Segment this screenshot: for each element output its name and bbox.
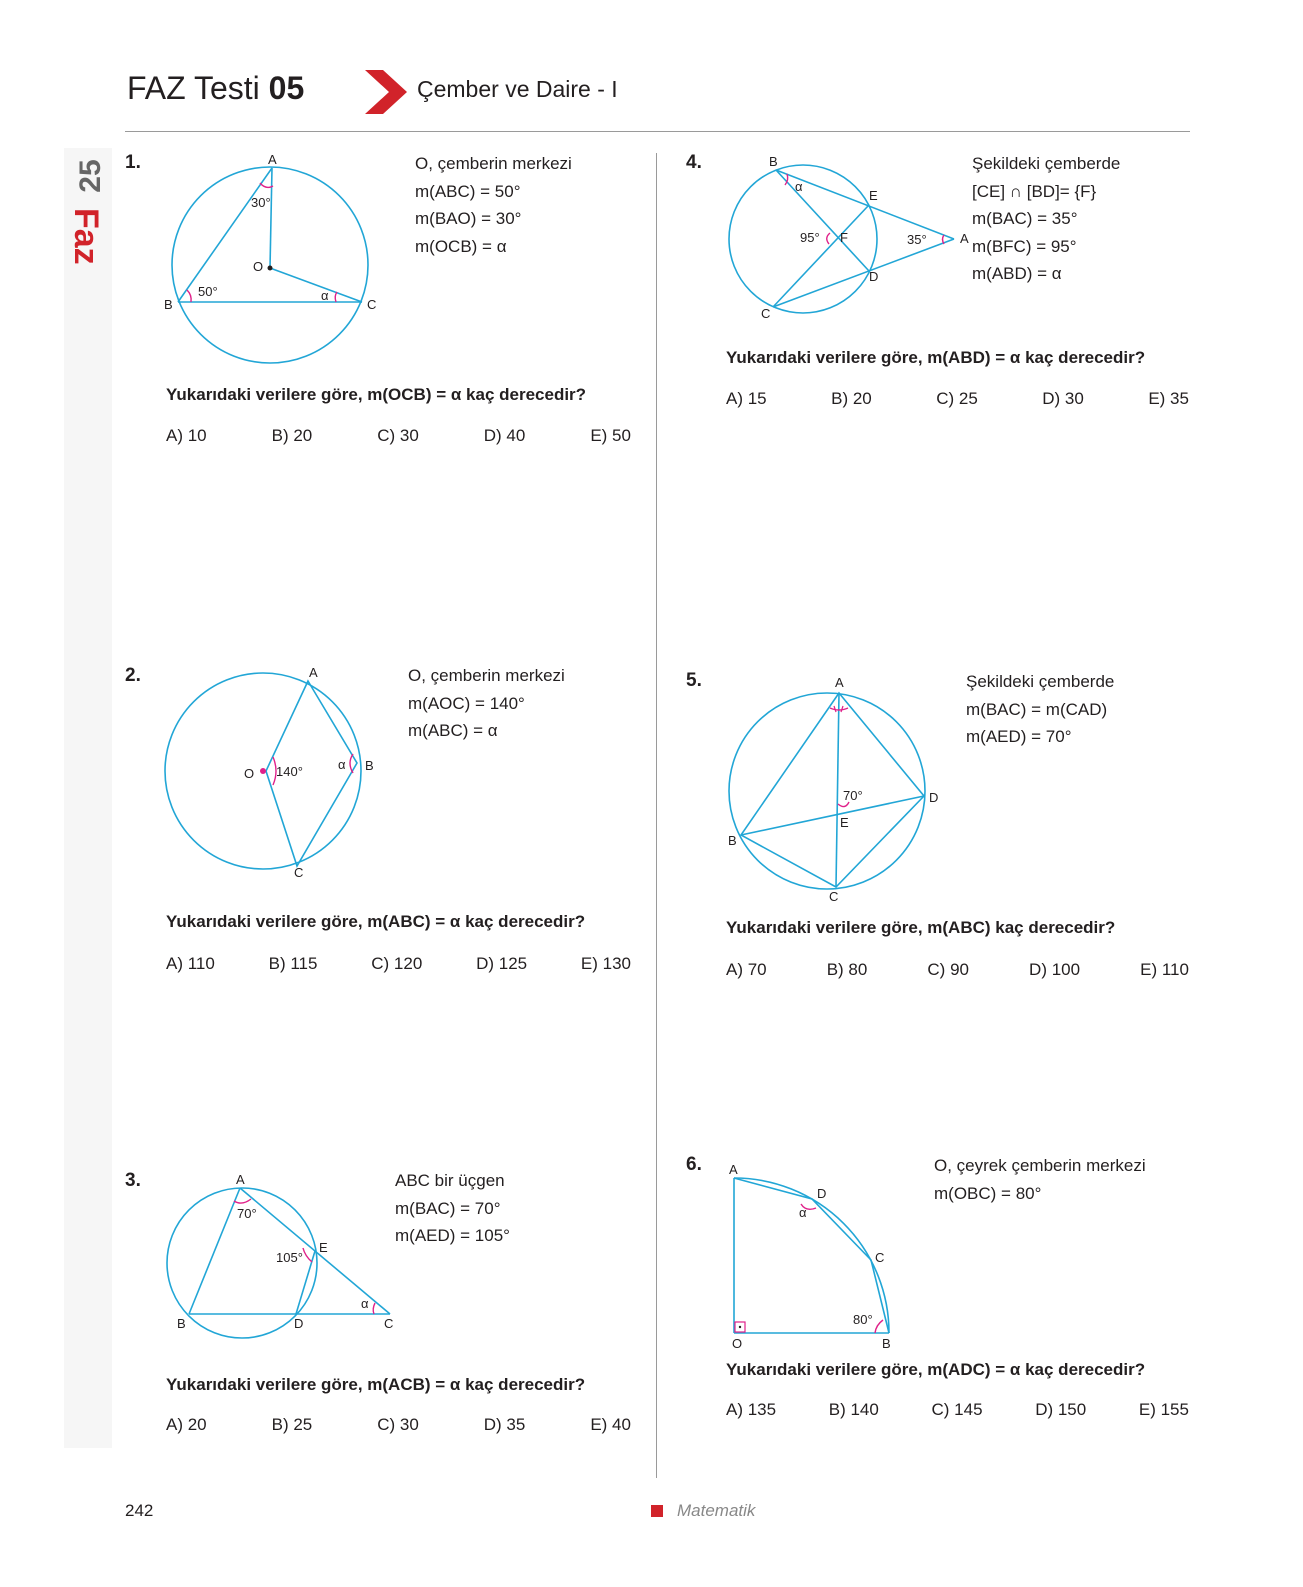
- option-a[interactable]: A) 70: [726, 960, 767, 979]
- question-1-number: 1.: [125, 152, 141, 173]
- option-c[interactable]: C) 30: [377, 1415, 419, 1434]
- option-e[interactable]: E) 110: [1140, 960, 1189, 979]
- svg-text:70°: 70°: [237, 1206, 257, 1221]
- svg-text:D: D: [294, 1316, 304, 1331]
- given-line: m(BAC) = 35°: [972, 209, 1078, 228]
- option-c[interactable]: C) 25: [936, 389, 978, 408]
- svg-text:50°: 50°: [198, 284, 218, 299]
- option-a[interactable]: A) 110: [166, 954, 215, 973]
- option-e[interactable]: E) 155: [1138, 1400, 1189, 1419]
- title-prefix: FAZ Testi: [127, 70, 260, 106]
- given-line: O, çemberin merkezi: [415, 154, 572, 173]
- question-6-text: Yukarıdaki verilere göre, m(ADC) = α kaç derecedir?: [726, 1360, 1146, 1379]
- given-line: m(OCB) = α: [415, 236, 507, 256]
- given-line: Şekildeki çemberde: [972, 154, 1121, 173]
- given-line: m(AED) = 105°: [395, 1226, 510, 1245]
- option-d[interactable]: D) 30: [1042, 389, 1084, 408]
- svg-text:A: A: [960, 231, 969, 246]
- subject-square-icon: [651, 1505, 663, 1517]
- svg-text:D: D: [869, 269, 879, 284]
- subject-label: Matematik: [677, 1501, 756, 1520]
- given-line: m(ABC) = 50°: [415, 181, 521, 201]
- side-page-number: 25: [74, 159, 107, 193]
- given-line: m(BAC) = 70°: [395, 1198, 501, 1218]
- svg-text:D: D: [817, 1186, 827, 1201]
- option-c[interactable]: C) 145: [931, 1400, 983, 1419]
- given-line: m(ABC) = α: [408, 721, 498, 740]
- svg-text:B: B: [164, 297, 173, 312]
- option-b[interactable]: B) 20: [831, 389, 872, 408]
- svg-text:α: α: [361, 1296, 369, 1311]
- svg-text:C: C: [367, 297, 377, 312]
- svg-text:O: O: [253, 259, 264, 274]
- given-line: m(BAO) = 30°: [415, 209, 522, 228]
- option-d[interactable]: D) 40: [483, 426, 526, 445]
- given-line: m(OBC) = 80°: [934, 1183, 1042, 1203]
- svg-text:E: E: [840, 815, 849, 830]
- faz-logo-text: Faz: [67, 208, 105, 265]
- option-a[interactable]: A) 10: [166, 426, 207, 445]
- given-line: m(ABD) = α: [972, 264, 1062, 283]
- given-line: m(AOC) = 140°: [408, 693, 525, 713]
- option-c[interactable]: C) 30: [377, 426, 419, 445]
- option-c[interactable]: C) 120: [371, 954, 423, 973]
- question-6-number: 6.: [686, 1154, 702, 1175]
- title-number: 05: [268, 70, 305, 106]
- svg-text:C: C: [761, 306, 771, 321]
- svg-text:30°: 30°: [251, 195, 271, 210]
- svg-text:B: B: [728, 833, 737, 848]
- option-c[interactable]: C) 90: [927, 960, 969, 979]
- question-6-options: [726, 1400, 1189, 1420]
- svg-text:A: A: [236, 1172, 245, 1187]
- question-2-number: 2.: [125, 665, 141, 686]
- svg-text:F: F: [840, 230, 848, 245]
- option-e[interactable]: E) 50: [590, 426, 631, 445]
- svg-text:B: B: [882, 1336, 891, 1351]
- given-line: Şekildeki çemberde: [966, 672, 1115, 691]
- svg-text:α: α: [795, 179, 803, 194]
- option-b[interactable]: B) 115: [268, 954, 318, 973]
- question-5-number: 5.: [686, 670, 702, 691]
- svg-text:140°: 140°: [276, 764, 303, 779]
- option-b[interactable]: B) 140: [828, 1400, 879, 1419]
- question-2-text: Yukarıdaki verilere göre, m(ABC) = α kaç derecedir?: [166, 912, 586, 931]
- option-e[interactable]: E) 35: [1148, 389, 1189, 408]
- svg-text:α: α: [338, 757, 346, 772]
- given-line: m(BFC) = 95°: [972, 236, 1077, 256]
- svg-text:E: E: [319, 1240, 328, 1255]
- svg-text:D: D: [929, 790, 939, 805]
- given-line: ABC bir üçgen: [395, 1171, 505, 1190]
- page-number: 242: [125, 1501, 154, 1520]
- svg-text:C: C: [294, 865, 304, 880]
- page-subtitle: Çember ve Daire - I: [417, 76, 618, 102]
- svg-text:C: C: [384, 1316, 394, 1331]
- question-3-number: 3.: [125, 1170, 141, 1191]
- svg-text:E: E: [869, 188, 878, 203]
- svg-text:A: A: [835, 675, 844, 690]
- option-a[interactable]: A) 15: [726, 389, 767, 408]
- svg-text:35°: 35°: [907, 232, 927, 247]
- option-b[interactable]: B) 25: [271, 1415, 313, 1434]
- question-6-given: [934, 1152, 1146, 1207]
- given-line: O, çeyrek çemberin merkezi: [934, 1156, 1146, 1175]
- svg-text:C: C: [829, 889, 839, 904]
- svg-text:80°: 80°: [853, 1312, 873, 1327]
- option-e[interactable]: E) 130: [580, 954, 631, 973]
- svg-text:A: A: [729, 1162, 738, 1177]
- given-line: [CE] ∩ [BD]= {F}: [972, 181, 1097, 201]
- question-3-text: Yukarıdaki verilere göre, m(ACB) = α kaç derecedir?: [166, 1375, 586, 1394]
- svg-text:C: C: [875, 1250, 885, 1265]
- option-a[interactable]: A) 135: [726, 1400, 777, 1419]
- svg-text:A: A: [309, 665, 318, 680]
- question-4-text: Yukarıdaki verilere göre, m(ABD) = α kaç derecedir?: [726, 348, 1146, 367]
- given-line: m(AED) = 70°: [966, 727, 1072, 746]
- svg-text:B: B: [365, 758, 374, 773]
- svg-text:B: B: [177, 1316, 186, 1331]
- given-line: m(BAC) = m(CAD): [966, 699, 1108, 719]
- option-b[interactable]: B) 80: [826, 960, 868, 979]
- option-b[interactable]: B) 20: [271, 426, 313, 445]
- svg-text:105°: 105°: [276, 1250, 303, 1265]
- option-a[interactable]: A) 20: [166, 1415, 207, 1434]
- option-d[interactable]: D) 125: [476, 954, 528, 973]
- question-1-text: Yukarıdaki verilere göre, m(OCB) = α kaç derecedir?: [166, 385, 587, 404]
- given-line: O, çemberin merkezi: [408, 666, 565, 685]
- option-d[interactable]: D) 35: [483, 1415, 526, 1434]
- svg-text:α: α: [321, 288, 329, 303]
- svg-text:O: O: [732, 1336, 743, 1351]
- svg-text:A: A: [268, 152, 277, 167]
- svg-text:α: α: [799, 1205, 807, 1220]
- option-d[interactable]: D) 100: [1029, 960, 1081, 979]
- option-d[interactable]: D) 150: [1035, 1400, 1087, 1419]
- question-5-text: Yukarıdaki verilere göre, m(ABC) kaç derecedir?: [726, 918, 1116, 937]
- svg-text:B: B: [769, 154, 778, 169]
- svg-text:95°: 95°: [800, 230, 820, 245]
- svg-text:70°: 70°: [843, 788, 863, 803]
- option-e[interactable]: E) 40: [590, 1415, 631, 1434]
- question-4-number: 4.: [686, 152, 702, 173]
- svg-text:O: O: [244, 766, 255, 781]
